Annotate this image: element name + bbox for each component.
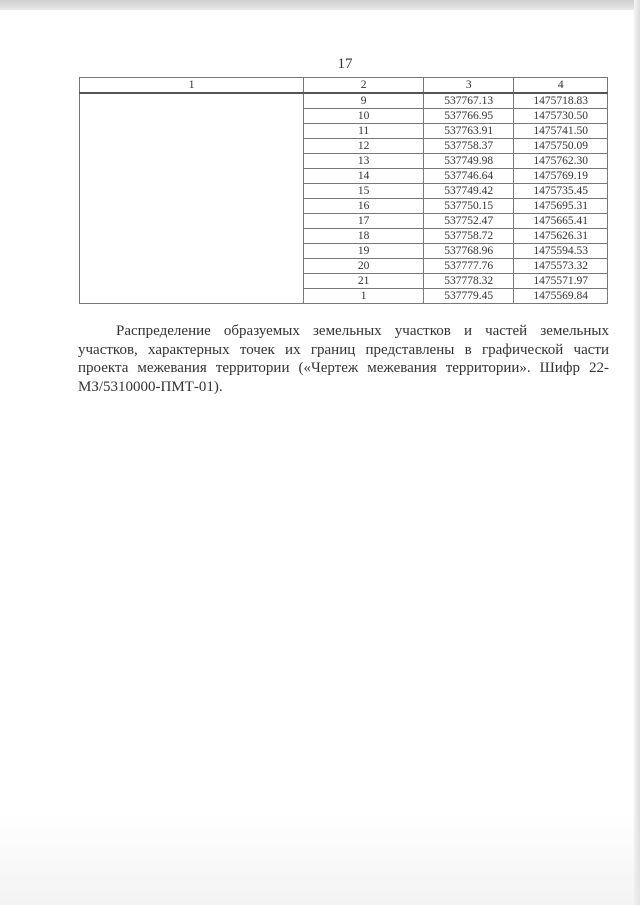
description-paragraph: Распределение образуемых земельных участков и частей земельных участков, характерных точек их границ представлены в графической части проекта межевания территории («Чертеж межевания территории». Шифр 22-МЗ/5310000-ПМТ-01).	[78, 323, 609, 395]
y-coordinate-cell: 1475695.31	[514, 199, 608, 214]
y-coordinate-cell: 1475626.31	[514, 229, 608, 244]
point-cell: 11	[304, 124, 424, 139]
point-cell: 15	[304, 184, 424, 199]
point-cell: 18	[304, 229, 424, 244]
coordinates-table	[79, 77, 608, 304]
y-coordinate-cell: 1475573.32	[514, 259, 608, 274]
x-coordinate-cell: 537779.45	[423, 289, 513, 304]
y-coordinate-cell: 1475571.97	[514, 274, 608, 289]
point-cell: 14	[304, 169, 424, 184]
x-coordinate-cell: 537768.96	[423, 244, 513, 259]
point-cell: 10	[304, 109, 424, 124]
point-cell: 12	[304, 139, 424, 154]
scan-top-border	[0, 0, 640, 10]
x-coordinate-cell: 537766.95	[423, 109, 513, 124]
scan-right-edge	[634, 0, 640, 905]
point-cell: 9	[304, 93, 424, 109]
y-coordinate-cell: 1475750.09	[514, 139, 608, 154]
point-cell: 21	[304, 274, 424, 289]
point-cell: 1	[304, 289, 424, 304]
y-coordinate-cell: 1475569.84	[514, 289, 608, 304]
y-coordinate-cell: 1475718.83	[514, 93, 608, 109]
point-cell: 20	[304, 259, 424, 274]
x-coordinate-cell: 537749.98	[423, 154, 513, 169]
x-coordinate-cell: 537758.37	[423, 139, 513, 154]
header-col-4: 4	[514, 78, 608, 94]
scan-bottom-shade	[0, 815, 640, 905]
x-coordinate-cell: 537778.32	[423, 274, 513, 289]
x-coordinate-cell: 537750.15	[423, 199, 513, 214]
page-number: 17	[337, 56, 353, 72]
x-coordinate-cell: 537749.42	[423, 184, 513, 199]
y-coordinate-cell: 1475665.41	[514, 214, 608, 229]
point-cell: 17	[304, 214, 424, 229]
x-coordinate-cell: 537777.76	[423, 259, 513, 274]
table-row	[80, 93, 608, 109]
y-coordinate-cell: 1475741.50	[514, 124, 608, 139]
y-coordinate-cell: 1475735.45	[514, 184, 608, 199]
y-coordinate-cell: 1475762.30	[514, 154, 608, 169]
x-coordinate-cell: 537767.13	[423, 93, 513, 109]
point-cell: 16	[304, 199, 424, 214]
table-header-row	[80, 78, 608, 94]
table-cell-col-1-empty	[80, 93, 304, 304]
y-coordinate-cell: 1475730.50	[514, 109, 608, 124]
y-coordinate-cell: 1475769.19	[514, 169, 608, 184]
point-cell: 19	[304, 244, 424, 259]
y-coordinate-cell: 1475594.53	[514, 244, 608, 259]
x-coordinate-cell: 537752.47	[423, 214, 513, 229]
header-col-2: 2	[304, 78, 424, 94]
point-cell: 13	[304, 154, 424, 169]
header-col-1: 1	[80, 78, 304, 94]
header-col-3: 3	[423, 78, 513, 94]
x-coordinate-cell: 537763.91	[423, 124, 513, 139]
x-coordinate-cell: 537758.72	[423, 229, 513, 244]
x-coordinate-cell: 537746.64	[423, 169, 513, 184]
